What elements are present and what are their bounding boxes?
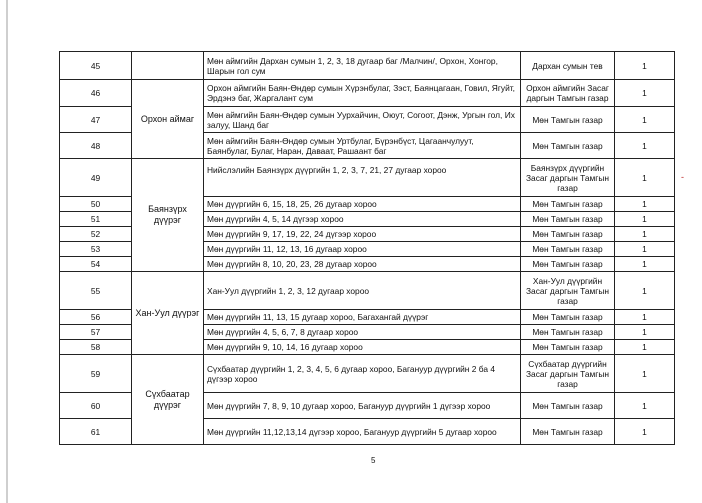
row-executor: Хан-Уул дүүргийн Засаг даргын Тамгын газар bbox=[521, 272, 615, 310]
row-executor: Мөн Тамгын газар bbox=[521, 242, 615, 257]
row-count: 1 bbox=[615, 52, 675, 80]
region-sukhbaatar: Сүхбаатар дүүрэг bbox=[132, 355, 204, 445]
row-description: Мөн дүүргийн 4, 5, 14 дүгээр хороо bbox=[204, 212, 521, 227]
row-executor: Мөн Тамгын газар bbox=[521, 107, 615, 133]
table-row bbox=[60, 272, 675, 310]
row-description: Мөн дүүргийн 4, 5, 6, 7, 8 дугаар хороо bbox=[204, 325, 521, 340]
row-count: 1 bbox=[615, 197, 675, 212]
row-number: 51 bbox=[60, 212, 132, 227]
row-count: 1 bbox=[615, 393, 675, 419]
row-description: Нийслэлийн Баянзүрх дүүргийн 1, 2, 3, 7, 21, 27 дугаар хороо bbox=[204, 159, 521, 197]
row-number: 46 bbox=[60, 80, 132, 107]
row-count: 1 bbox=[615, 242, 675, 257]
row-number: 61 bbox=[60, 419, 132, 445]
row-number: 50 bbox=[60, 197, 132, 212]
row-count: 1 bbox=[615, 107, 675, 133]
row-executor: Мөн Тамгын газар bbox=[521, 310, 615, 325]
row-count: 1 bbox=[615, 159, 675, 197]
row-executor: Мөн Тамгын газар bbox=[521, 325, 615, 340]
row-number: 53 bbox=[60, 242, 132, 257]
row-number: 58 bbox=[60, 340, 132, 355]
row-number: 54 bbox=[60, 257, 132, 272]
row-count: 1 bbox=[615, 227, 675, 242]
row-number: 59 bbox=[60, 355, 132, 393]
row-count: 1 bbox=[615, 310, 675, 325]
row-number: 48 bbox=[60, 133, 132, 159]
region-orkhon: Орхон аймаг bbox=[132, 80, 204, 159]
row-number: 56 bbox=[60, 310, 132, 325]
row-count: 1 bbox=[615, 355, 675, 393]
region-cell-empty bbox=[132, 52, 204, 80]
row-executor: Орхон аймгийн Засаг даргын Тамгын газар bbox=[521, 80, 615, 107]
row-number: 60 bbox=[60, 393, 132, 419]
row-description: Мөн дүүргийн 11, 13, 15 дугаар хороо, Багахангай дүүрэг bbox=[204, 310, 521, 325]
row-description: Мөн дүүргийн 7, 8, 9, 10 дугаар хороо, Багануур дүүргийн 1 дүгээр хороо bbox=[204, 393, 521, 419]
row-description: Мөн дүүргийн 9, 17, 19, 22, 24 дүгээр хороо bbox=[204, 227, 521, 242]
row-number: 57 bbox=[60, 325, 132, 340]
region-bayanzurkh: Баянзүрх дүүрэг bbox=[132, 159, 204, 272]
district-table bbox=[59, 51, 675, 445]
table-row bbox=[60, 52, 675, 80]
row-executor: Дархан сумын тев bbox=[521, 52, 615, 80]
scan-page-edge bbox=[6, 0, 8, 503]
table-row bbox=[60, 355, 675, 393]
row-description: Мөн дүүргийн 6, 15, 18, 25, 26 дугаар хороо bbox=[204, 197, 521, 212]
row-executor: Мөн Тамгын газар bbox=[521, 212, 615, 227]
row-description: Мөн дүүргийн 9, 10, 14, 16 дугаар хороо bbox=[204, 340, 521, 355]
row-count: 1 bbox=[615, 133, 675, 159]
row-description: Орхон аймгийн Баян-Өндөр сумын Хүрэнбулаг, Зэст, Баянцагаан, Говил, Ягуйт, Эрдэнэ баг, Жаргалант сум bbox=[204, 80, 521, 107]
row-executor: Мөн Тамгын газар bbox=[521, 393, 615, 419]
row-description: Сүхбаатар дүүргийн 1, 2, 3, 4, 5, 6 дугаар хороо, Багануур дүүргийн 2 ба 4 дүгээр хороо bbox=[204, 355, 521, 393]
row-executor: Мөн Тамгын газар bbox=[521, 257, 615, 272]
row-description: Мөн аймгийн Баян-Өндөр сумын Уурхайчин, Оюут, Согоот, Дэнж, Ургын гол, Их залуу, Шанд баг bbox=[204, 107, 521, 133]
table-row bbox=[60, 80, 675, 107]
row-executor: Мөн Тамгын газар bbox=[521, 419, 615, 445]
row-number: 49 bbox=[60, 159, 132, 197]
row-count: 1 bbox=[615, 340, 675, 355]
row-count: 1 bbox=[615, 257, 675, 272]
row-count: 1 bbox=[615, 80, 675, 107]
row-executor: Сүхбаатар дүүргийн Засаг даргын Тамгын газар bbox=[521, 355, 615, 393]
row-executor: Мөн Тамгын газар bbox=[521, 133, 615, 159]
row-count: 1 bbox=[615, 325, 675, 340]
row-description: Мөн аймгийн Баян-Өндөр сумын Уртбулаг, Бүрэнбүст, Цагаанчулуут, Баянбулаг, Булаг, Наран, Даваат, Рашаант баг bbox=[204, 133, 521, 159]
row-count: 1 bbox=[615, 212, 675, 227]
page-number: 5 bbox=[371, 456, 376, 465]
row-count: 1 bbox=[615, 272, 675, 310]
row-description: Мөн аймгийн Дархан сумын 1, 2, 3, 18 дугаар баг /Малчин/, Орхон, Хонгор, Шарын гол сум bbox=[204, 52, 521, 80]
row-number: 52 bbox=[60, 227, 132, 242]
row-description: Хан-Уул дүүргийн 1, 2, 3, 12 дугаар хороо bbox=[204, 272, 521, 310]
row-description: Мөн дүүргийн 11,12,13,14 дүгээр хороо, Багануур дүүргийн 5 дугаар хороо bbox=[204, 419, 521, 445]
region-khanuul: Хан-Уул дүүрэг bbox=[132, 272, 204, 355]
row-description: Мөн дүүргийн 8, 10, 20, 23, 28 дугаар хороо bbox=[204, 257, 521, 272]
row-executor: Мөн Тамгын газар bbox=[521, 197, 615, 212]
row-executor: Баянзүрх дүүргийн Засаг даргын Тамгын газар bbox=[521, 159, 615, 197]
row-executor: Мөн Тамгын газар bbox=[521, 227, 615, 242]
row-number: 45 bbox=[60, 52, 132, 80]
row-executor: Мөн Тамгын газар bbox=[521, 340, 615, 355]
row-description: Мөн дүүргийн 11, 12, 13, 16 дугаар хороо bbox=[204, 242, 521, 257]
row-count: 1 bbox=[615, 419, 675, 445]
table-row bbox=[60, 159, 675, 197]
row-number: 47 bbox=[60, 107, 132, 133]
margin-mark: - bbox=[681, 172, 684, 182]
row-number: 55 bbox=[60, 272, 132, 310]
